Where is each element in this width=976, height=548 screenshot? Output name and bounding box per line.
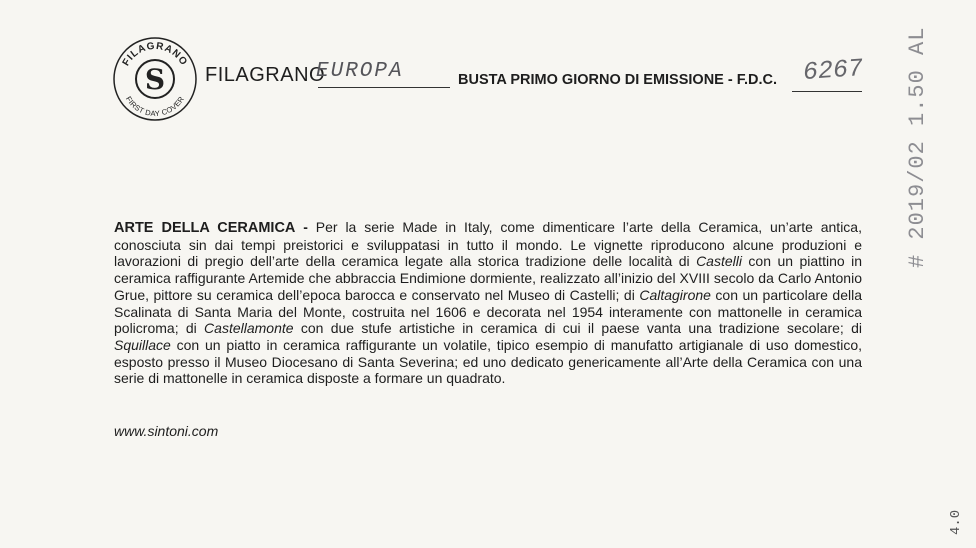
segment-2: con un piattino in ceramica raffigurante Artemide che abbraccia Endimione dormiente, realizzato all’inizio del XVIII secolo da Carlo Antonio Grue, pittore su ceramica dell’epoca barocca e conservato nel Museo di Castelli; di (114, 253, 862, 303)
segment-4: con un particolare della Scalinata di Santa Maria del Monte, costruita nel 1606 e decorata nel 1954 interamente con mattonelle in ceramica policroma; di (114, 286, 862, 337)
fdc-label: BUSTA PRIMO GIORNO DI EMISSIONE - F.D.C. (458, 72, 778, 88)
place-caltagirone: Caltagirone (639, 286, 711, 303)
filagrano-logo (112, 36, 198, 122)
corner-handwritten-note: 4.0 (948, 509, 964, 535)
brand-name: FILAGRANO (205, 64, 326, 86)
section-title: ARTE DELLA CERAMICA (114, 220, 296, 236)
side-handwritten-note: # 2019/02 1.50 AL (905, 26, 930, 268)
description-paragraph: ARTE DELLA CERAMICA - Per la serie Made in Italy, come dimenticare l’arte della Ceramica, un’arte antica, conosciuta sin dai tempi preistorici e sviluppatasi in tutto il mondo. Le vignette riproducono alcune produzioni e lavorazioni di pregio dell’arte della ceramica legate alla storica tradizione delle località di Castelli con un piattino in ceramica raffigurante Artemide che abbraccia Endimione dormiente, realizzato all’inizio del XVIII secolo da Carlo Antonio Grue, pittore su ceramica dell’epoca barocca e conservato nel Museo di Castelli; di Caltagirone con un particolare della Scalinata di Santa Maria del Monte, costruita nel 1606 e decorata nel 1954 interamente con mattonelle in ceramica policroma; di Castellamonte con due stufe artistiche in ceramica di cui il paese vanta una tradizione secolare; di Squillace con un piatto in ceramica raffigurante un volatile, tipico esempio di manufatto artigianale di uso domestico, esposto presso il Museo Diocesano di Santa Severina; ed uno dedicato genericamente all’Arte della Ceramica con una serie di mattonelle in ceramica disposte a formare un quadrato. (114, 219, 862, 387)
place-squillace: Squillace (114, 336, 171, 353)
cover-number-handwritten: 6267 (802, 53, 864, 88)
segment-8: con un piatto in ceramica raffigurante un volatile, tipico esempio di manufatto artigianale di uso domestico, esposto presso il Museo Diocesano di Santa Severina; ed uno dedicato genericamente all’Arte della Ceramica con una serie di mattonelle in ceramica disposte a formare un quadrato. (114, 336, 862, 387)
segment-0: Per la serie Made in Italy, come dimenticare l’arte della Ceramica, un’arte antica, conosciuta sin dai tempi preistorici e sviluppatasi in tutto il mondo. Le vignette riproducono alcune produzioni e lavorazioni di pregio dell’arte della ceramica legate alla storica tradizione delle località di (114, 219, 862, 270)
series-handwritten: EUROPA (316, 60, 404, 83)
series-underline (318, 87, 450, 88)
place-castellamonte: Castellamonte (204, 320, 294, 337)
logo-top-text: FILAGRANO (120, 40, 190, 69)
logo-bottom-text: FIRST DAY COVER (123, 94, 187, 119)
place-castelli: Castelli (696, 253, 742, 270)
number-underline (792, 91, 862, 92)
segment-6: con due stufe artistiche in ceramica di cui il paese vanta una tradizione secolare; di (293, 320, 862, 337)
logo-center-letter: S (144, 63, 166, 96)
website-link[interactable]: www.sintoni.com (114, 423, 219, 439)
